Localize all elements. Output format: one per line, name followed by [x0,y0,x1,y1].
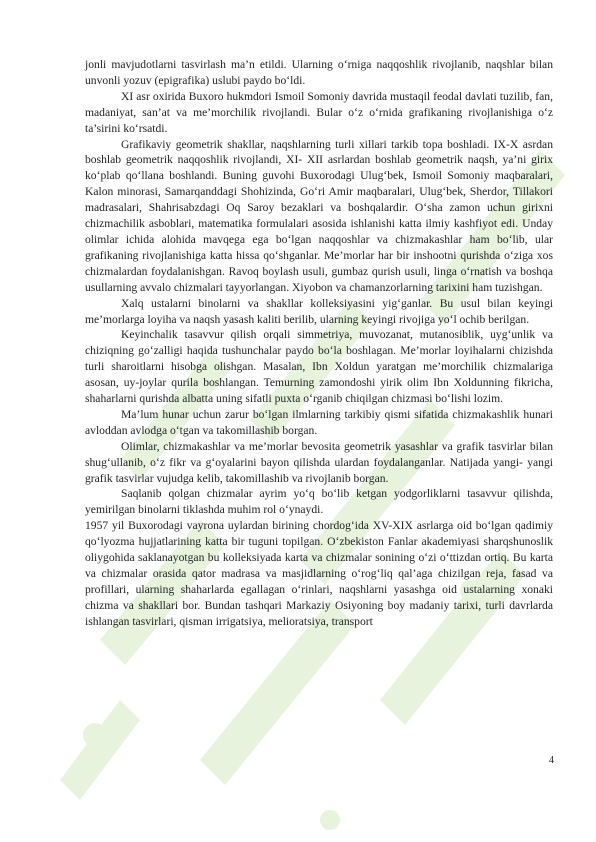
paragraph: jonli mavjudotlarni tasvirlash ma’n etildi. Ularning o‘rniga naqqoshlik rivojlanib, naqshlar bilan unvonli yozuv (epigrafika) uslubi paydo bo‘ldi. [85,58,553,87]
paragraph: Xalq ustalarni binolarni va shakllar kolleksiyasini yig‘ganlar. Bu usul bilan keyingi me’morlarga loyiha va naqsh yasash kaliti berilib, ularning keyingi rivojiga yo‘l ochib berilgan. [85,296,553,326]
watermark-stroke [60,700,140,800]
paragraph: Saqlanib qolgan chizmalar ayrim yo‘q bo‘lib ketgan yodgorliklarni tasavvur qilishda, yemirilgan binolarni tiklashda muhim rol o‘ynaydi. [85,487,553,517]
watermark-dot [83,723,107,747]
watermark-dot [320,810,340,830]
paragraph: Grafikaviy geometrik shakllar, naqshlarning turli xillari tarkib topa boshladi. IX-X asrdan boshlab geometrik naqqoshlik rivojlandi, XI- XII asrlardan boshlab geometrik naqsh, ya’ni girix ko‘plab qo‘llana boshlandi. Buning guvohi Buxorodagi Ulug‘bek, Ismoil Somoniy maqbaralari, Kalon minorasi, Samarqanddagi Shohizinda, Go‘ri Amir maqbaralari, Ulug‘bek, Sherdor, Tillakori madrasalari, Shahrisabzdagi Oq Saroy bezaklari va boshqalardir. O‘sha zamon uchun girixni chizmachilik asboblari, matematika formulalari asosida ishlanishi katta ilmiy kashfiyot edi. Unday olimlar ichida alohida mavqega ega bo‘lgan naqqoshlar va chizmakashlar ham bo‘lib, ular grafikaning rivojlanishiga katta hissa qo‘shganlar. Me’morlar har bir inshootni qurishda o‘ziga xos chizmalardan foydalanishgan. Ravoq boylash usuli, gumbaz qurish usuli, linga o‘rnatish va boshqa usullarning avvalo chizmalari tayyorlangan. Xiyobon va chamanzorlarning tarixini ham tuzishgan. [85,137,553,294]
page-number: 4 [549,755,554,766]
paragraph: 1957 yil Buxorodagi vayrona uylardan birining chordog‘ida XV-XIX asrlarga oid bo‘lgan qadimiy qo‘lyozma hujjatlarining katta bir tuguni topilgan. O‘zbekiston Fanlar akademiyasi sharqshunoslik oliygohida saklanayotgan bu kolleksiyada karta va chizmalar sonining o‘zi o‘ttizdan ortiq. Bu karta va chizmalar orasida qator madrasa va masjidlarning o‘rog‘liq qal’aga chizilgan reja, fasad va profillari, ularning shaharlarda egallagan o‘rinlari, naqshlarni yasashga oid ustalarning xonaki chizma va shakllari bor. Bundan tashqari Markaziy Osiyoning boy madaniy tarixi, turli davrlarda ishlangan tasvirlari, qisman irrigatsiya, melioratsiya, transport [85,519,553,628]
document-body [85,57,553,630]
paragraph: XI asr oxirida Buxoro hukmdori Ismoil Somoniy davrida mustaqil feodal davlati tuzilib, fan, madaniyat, san’at va me’morchilik rivojlandi. Bular o‘z o‘rnida grafikaning rivojlanishiga o‘z ta’sirini ko‘rsatdi. [85,89,553,135]
paragraph: Olimlar, chizmakashlar va me’morlar bevosita geometrik yasashlar va grafik tasvirlar bilan shug‘ullanib, o‘z fikr va g‘oyalarini bayon qilishda ulardan foydalanganlar. Natijada yangi- yangi grafik tasvirlar vujudga kelib, takomillashib va rivojlanib borgan. [85,439,553,485]
paragraph: Ma’lum hunar uchun zarur bo‘lgan ilmlarning tarkibiy qismi sifatida chizmakashlik hunari avloddan avlodga o‘tgan va takomillashib borgan. [85,407,553,437]
paragraph: Keyinchalik tasavvur qilish orqali simmetriya, muvozanat, mutanosiblik, uyg‘unlik va chiziqning go‘zalligi haqida tushunchalar paydo bo‘la boshlagan. Me’morlar loyihalarni chizishda turli sharoitlarni hisobga olishgan. Masalan, Ibn Xoldun yaratgan me’morchilik chizmalariga asosan, uy-joylar qurila boshlangan. Temurning zamondoshi yirik olim Ibn Xoldunning fikricha, shaharlarni qurishda albatta uning sifatli puxta o‘rganib chiqilgan chizmasi bo‘lishi lozim. [85,328,553,406]
